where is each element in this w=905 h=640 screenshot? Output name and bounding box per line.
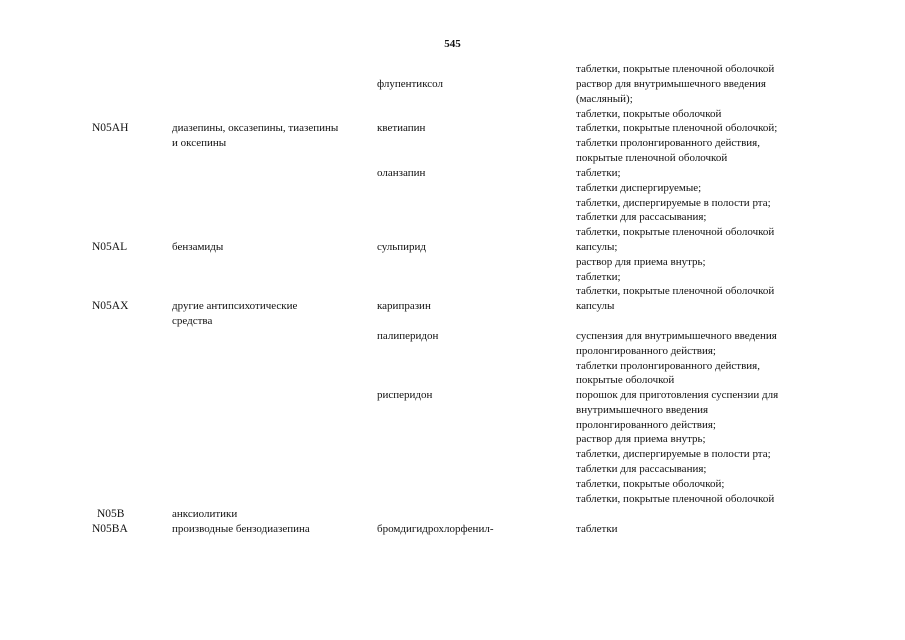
dosage-forms: капсулы — [576, 300, 615, 312]
drug-name: флупентиксол — [377, 78, 443, 90]
drug-name: рисперидон — [377, 389, 433, 401]
drug-name: бромдигидрохлорфенил- — [377, 523, 494, 535]
atc-group: диазепины, оксазепины, тиазепины и оксепины — [172, 122, 339, 149]
atc-group: производные бензодиазепина — [172, 523, 310, 535]
dosage-forms: раствор для внутримышечного введения (масляный); таблетки, покрытые оболочкой — [576, 78, 766, 120]
atc-group: бензамиды — [172, 241, 224, 253]
dosage-forms: таблетки; таблетки диспергируемые; таблетки, диспергируемые в полости рта; таблетки для рассасывания; таблетки, покрытые пленочной оболочкой — [576, 167, 775, 239]
atc-group: анксиолитики — [172, 508, 238, 520]
dosage-forms: капсулы; раствор для приема внутрь; таблетки; таблетки, покрытые пленочной оболочкой — [576, 241, 775, 298]
drug-name: сульпирид — [377, 241, 427, 253]
atc-code: N05B — [97, 508, 125, 520]
page-number: 545 — [444, 38, 461, 50]
dosage-forms: таблетки, покрытые пленочной оболочкой; таблетки пролонгированного действия, покрытые пленочной оболочкой — [576, 122, 778, 164]
drug-name: карипразин — [377, 300, 431, 312]
drug-name: кветиапин — [377, 122, 426, 134]
drug-name: оланзапин — [377, 167, 426, 179]
atc-code: N05BA — [92, 523, 128, 535]
atc-code: N05AH — [92, 122, 129, 134]
dosage-forms: порошок для приготовления суспензии для внутримышечного введения пролонгированного действия; раствор для приема внутрь; таблетки, диспергируемые в полости рта; таблетки для рассасывания; таблетки, покрытые оболочкой; таблетки, покрытые пленочной оболочкой — [576, 389, 779, 505]
dosage-forms: таблетки, покрытые пленочной оболочкой — [576, 63, 775, 75]
dosage-forms: суспензия для внутримышечного введения пролонгированного действия; таблетки пролонгированного действия, покрытые оболочкой — [576, 330, 777, 387]
atc-code: N05AX — [92, 300, 129, 312]
drug-name: палиперидон — [377, 330, 439, 342]
dosage-forms: таблетки — [576, 523, 618, 535]
atc-group: другие антипсихотические средства — [172, 300, 298, 327]
atc-code: N05AL — [92, 241, 128, 253]
